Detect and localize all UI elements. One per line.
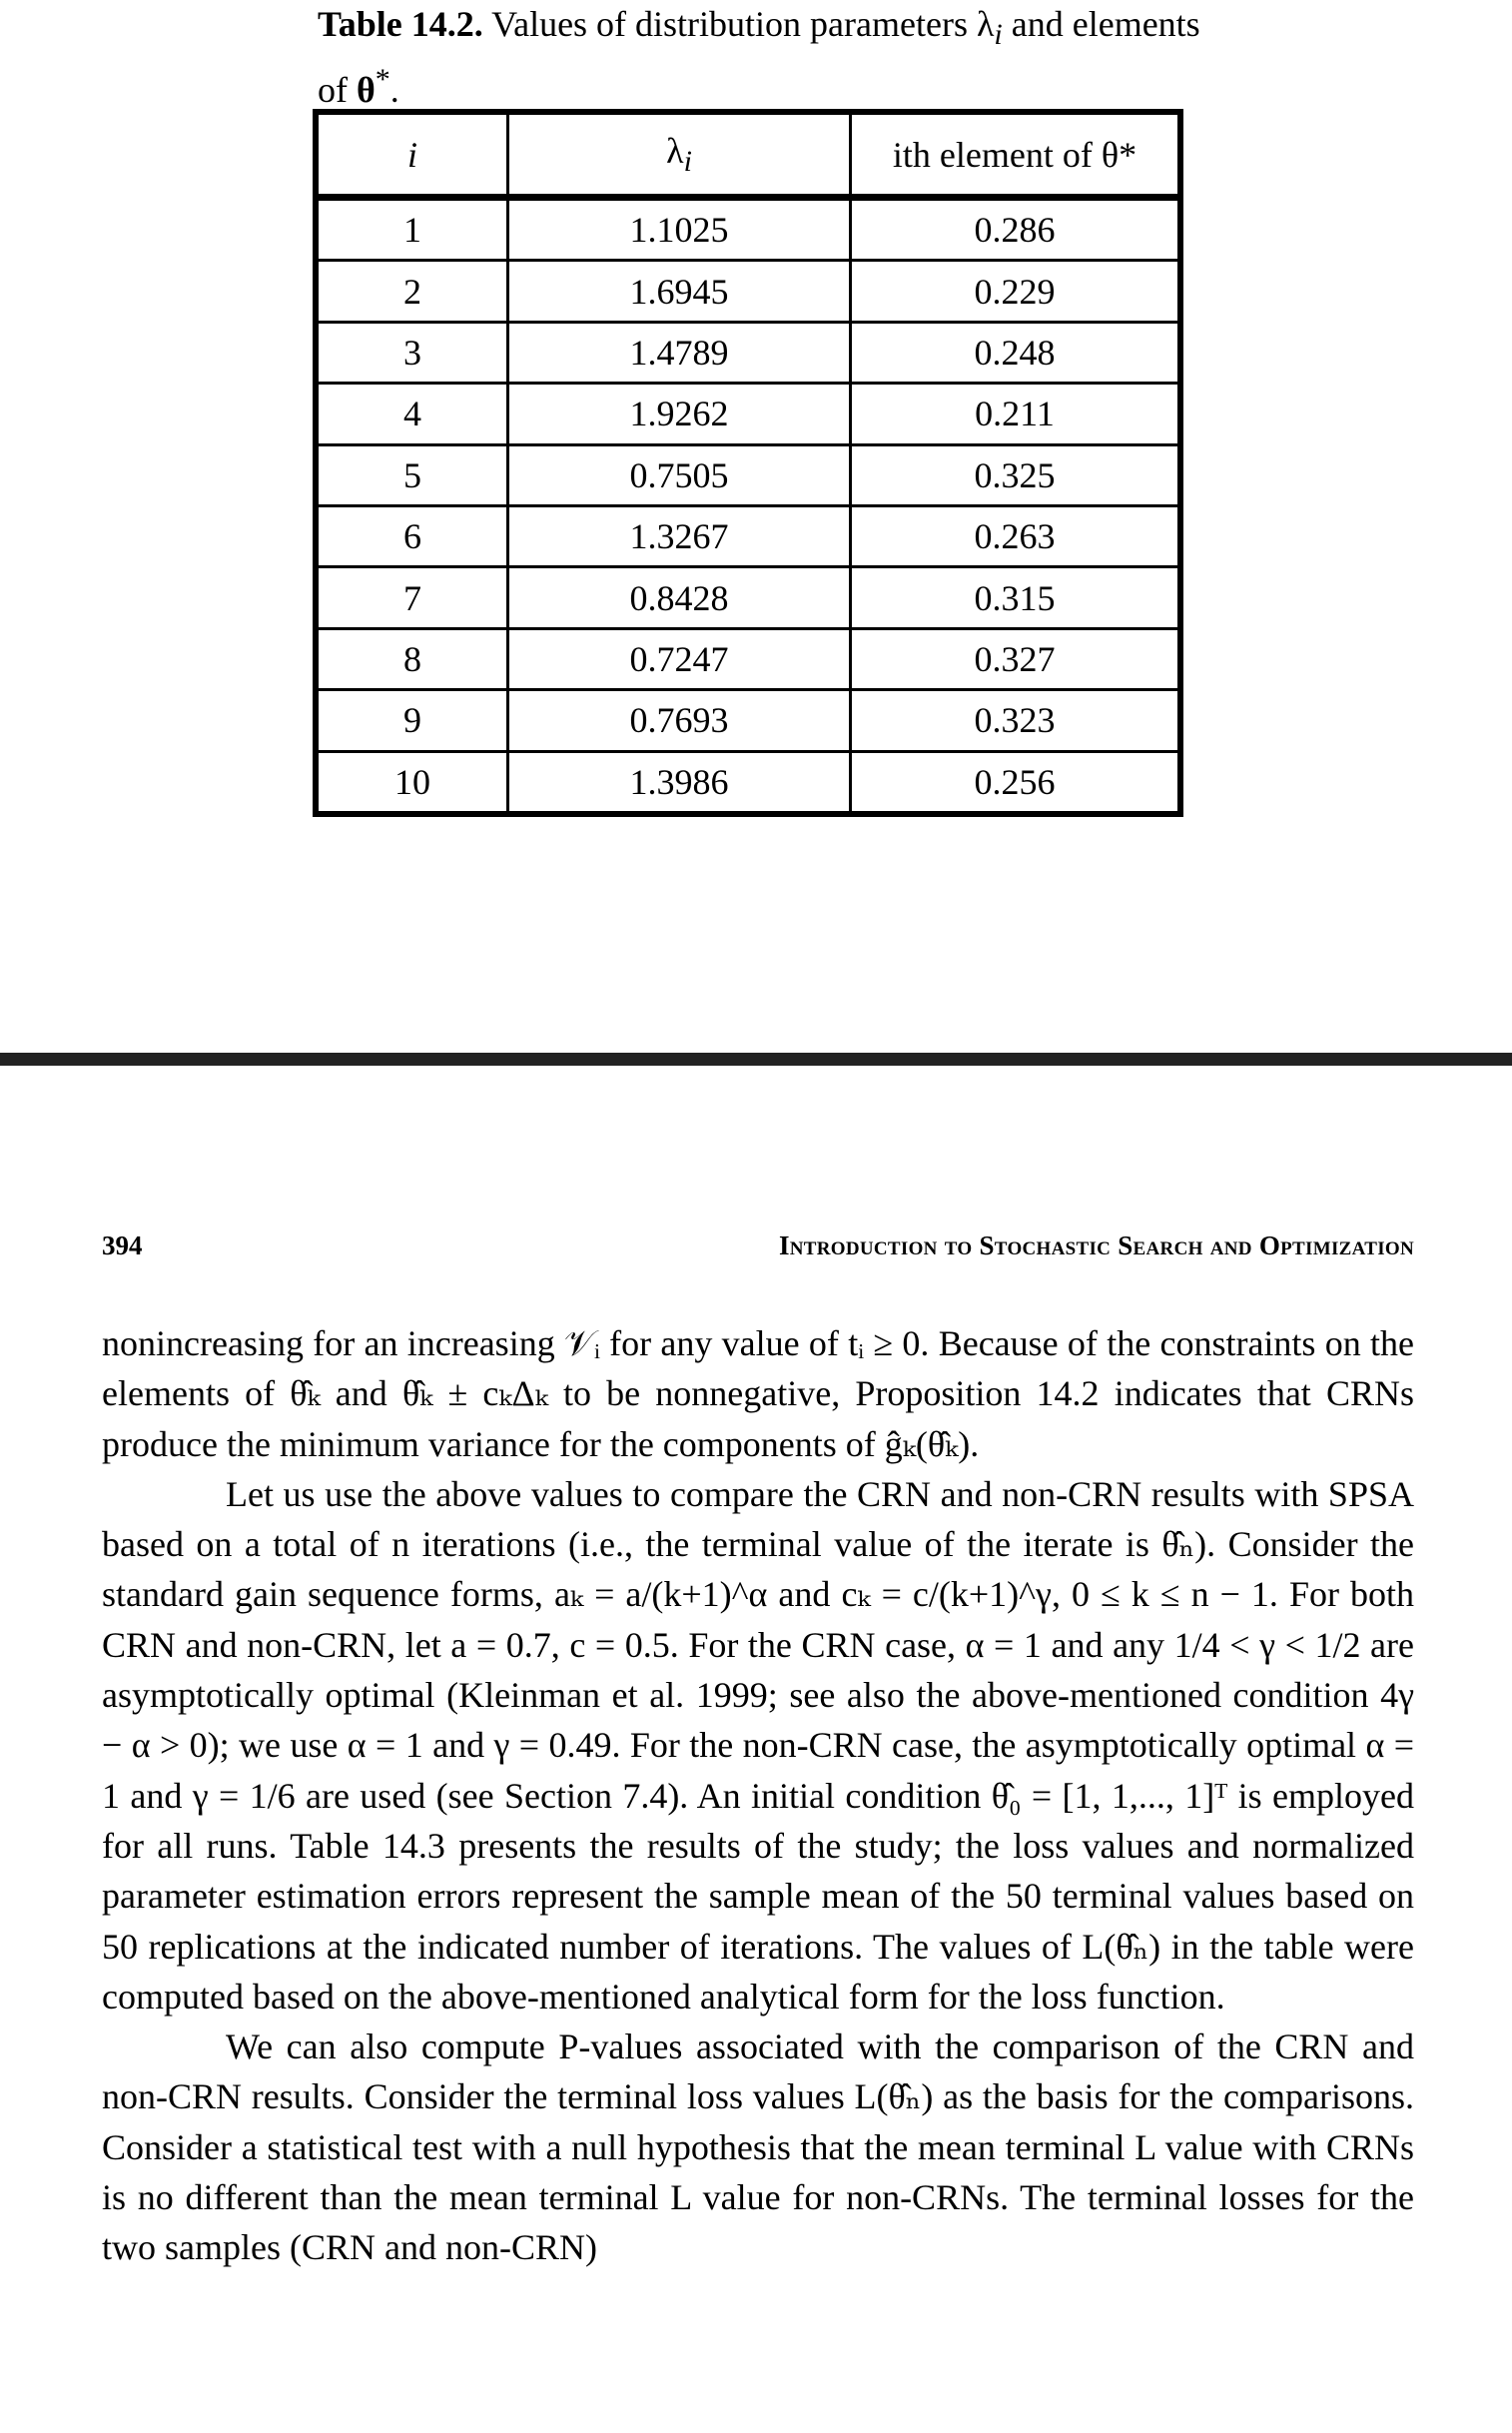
cell-theta: 0.323 <box>851 690 1179 751</box>
caption-star: * <box>375 63 390 97</box>
body-text <box>102 1318 1414 2273</box>
cell-i: 2 <box>318 261 508 322</box>
cell-i: 3 <box>318 322 508 383</box>
caption-mid: and elements of <box>318 4 1200 111</box>
cell-lambda: 0.8428 <box>508 567 851 628</box>
cell-lambda: 1.1025 <box>508 198 851 261</box>
cell-theta: 0.315 <box>851 567 1179 628</box>
table-row <box>318 198 1179 261</box>
parameter-table <box>316 112 1180 814</box>
table-row <box>318 567 1179 628</box>
header-i: i <box>318 114 508 198</box>
paragraph-3: We can also compute P-values associated with the comparison of the CRN and non-CRN results. Consider the terminal loss values L(θ̂ₙ) as the basis for the comparisons. Consider a statistical test with a null hypothesis that the mean terminal L value with CRNs is no different than the mean terminal L value for non-CRNs. The terminal losses for the two samples (CRN and non-CRN) <box>102 2027 1414 2268</box>
running-head: Introduction to Stochastic Search and Optimization <box>778 1230 1414 1260</box>
page-number: 394 <box>102 1230 143 1260</box>
cell-lambda: 1.4789 <box>508 322 851 383</box>
paragraph-2: Let us use the above values to compare the CRN and non-CRN results with SPSA based on a total of n iterations (i.e., the terminal value of the iterate is θ̂ₙ). Consider the standard gain sequence forms, aₖ = a/(k+1)^α and cₖ = c/(k+1)^γ, 0 ≤ k ≤ n − 1. For both CRN and non-CRN, let a = 0.7, c = 0.5. For the CRN case, α = 1 and any 1/4 < γ < 1/2 are asymptotically optimal (Kleinman et al. 1999; see also the above-mentioned condition 4γ − α > 0); we use α = 1 and γ = 0.49. For the non-CRN case, the asymptotically optimal α = 1 and γ = 1/6 are used (see Section 7.4). An initial condition θ̂₀ = [1, 1,..., 1]ᵀ is employed for all runs. Table 14.3 presents the results of the study; the loss values and normalized parameter estimation errors represent the sample mean of the 50 terminal values based on 50 replications at the indicated number of iterations. The values of L(θ̂ₙ) in the table were computed based on the above-mentioned analytical form for the loss function. <box>102 1473 1414 2017</box>
header-theta: ith element of θ* <box>851 114 1179 198</box>
table-row <box>318 261 1179 322</box>
cell-theta: 0.263 <box>851 505 1179 566</box>
cell-theta: 0.325 <box>851 444 1179 505</box>
table-row <box>318 505 1179 566</box>
cell-i: 7 <box>318 567 508 628</box>
cell-theta: 0.256 <box>851 751 1179 812</box>
table-row <box>318 322 1179 383</box>
table-row <box>318 384 1179 444</box>
paragraph-1: nonincreasing for an increasing 𝒱ᵢ for any value of tᵢ ≥ 0. Because of the constraints on the elements of θ̂ₖ and θ̂ₖ ± cₖΔₖ to be nonnegative, Proposition 14.2 indicates that CRNs produce the minimum variance for the components of ĝₖ(θ̂ₖ). <box>102 1323 1414 1464</box>
table-body <box>318 198 1179 813</box>
cell-theta: 0.327 <box>851 628 1179 689</box>
table-row <box>318 751 1179 812</box>
table-row <box>318 444 1179 505</box>
cell-i: 6 <box>318 505 508 566</box>
cell-lambda: 0.7693 <box>508 690 851 751</box>
cell-lambda: 1.9262 <box>508 384 851 444</box>
cell-i: 1 <box>318 198 508 261</box>
caption-text: Values of distribution parameters λ <box>491 4 995 44</box>
cell-i: 4 <box>318 384 508 444</box>
table-caption <box>318 2 1216 113</box>
cell-lambda: 1.3986 <box>508 751 851 812</box>
cell-theta: 0.286 <box>851 198 1179 261</box>
cell-i: 5 <box>318 444 508 505</box>
cell-i: 8 <box>318 628 508 689</box>
cell-theta: 0.229 <box>851 261 1179 322</box>
cell-theta: 0.211 <box>851 384 1179 444</box>
cell-lambda: 0.7505 <box>508 444 851 505</box>
cell-i: 9 <box>318 690 508 751</box>
cell-lambda: 1.6945 <box>508 261 851 322</box>
caption-theta: θ <box>357 70 376 111</box>
page-header <box>102 1230 1414 1270</box>
caption-label: Table 14.2. <box>318 4 483 44</box>
page-divider <box>0 1053 1512 1066</box>
caption-end: . <box>389 70 399 111</box>
table-row <box>318 628 1179 689</box>
cell-i: 10 <box>318 751 508 812</box>
cell-lambda: 1.3267 <box>508 505 851 566</box>
caption-sub: i <box>994 18 1003 52</box>
table-row <box>318 690 1179 751</box>
table-header-row <box>318 114 1179 198</box>
cell-lambda: 0.7247 <box>508 628 851 689</box>
header-lambda: $\lambda_i$ <box>508 114 851 198</box>
cell-theta: 0.248 <box>851 322 1179 383</box>
